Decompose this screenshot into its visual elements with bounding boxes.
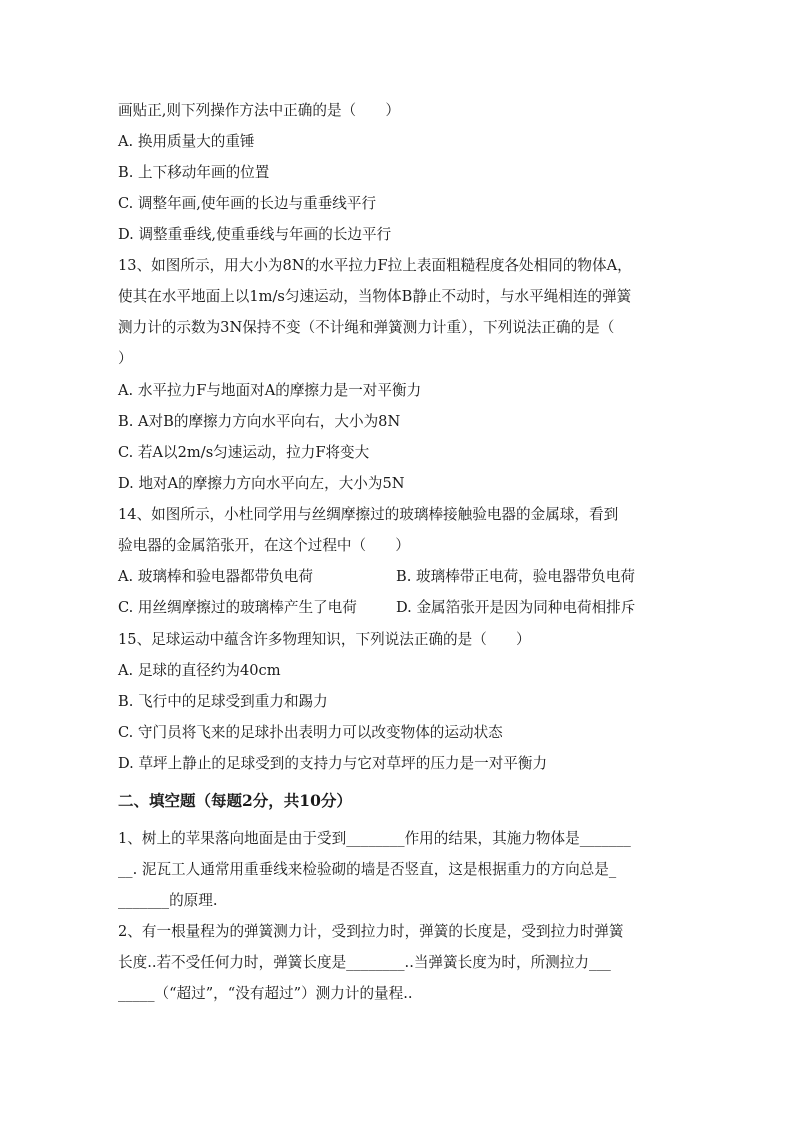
q12-option-b: B. 上下移动年画的位置 xyxy=(118,164,270,181)
section-2-heading: 二、填空题（每题2分，共10分） xyxy=(118,791,352,810)
q12-option-d: D. 调整重垂线,使重垂线与年画的长边平行 xyxy=(118,226,392,243)
q15-option-c: C. 守门员将飞来的足球扑出表明力可以改变物体的运动状态 xyxy=(118,724,503,741)
fill-1-line-2: __. 泥瓦工人通常用重垂线来检验砌的墙是否竖直，这是根据重力的方向总是_ xyxy=(118,861,617,878)
q12-stem-continuation: 画贴正,则下列操作方法中正确的是（ ） xyxy=(118,102,400,119)
q13-option-b: B. A对B的摩擦力方向水平向右，大小为8N xyxy=(118,413,401,430)
q13-option-c: C. 若A以2m/s匀速运动，拉力F将变大 xyxy=(118,444,370,461)
q14-option-c: C. 用丝绸摩擦过的玻璃棒产生了电荷 xyxy=(118,599,357,616)
q13-stem-line-2: 使其在水平地面上以1m/s匀速运动，当物体B静止不动时，与水平绳相连的弹簧 xyxy=(118,288,632,305)
fill-1-line-3: _______的原理. xyxy=(118,892,218,909)
q13-stem-line-4: ） xyxy=(118,350,133,367)
q14-option-a: A. 玻璃棒和验电器都带负电荷 xyxy=(118,568,313,585)
q15-option-d: D. 草坪上静止的足球受到的支持力与它对草坪的压力是一对平衡力 xyxy=(118,755,548,772)
q12-option-c: C. 调整年画,使年画的长边与重垂线平行 xyxy=(118,195,377,212)
q14-stem-line-1: 14、如图所示，小杜同学用与丝绸摩擦过的玻璃棒接触验电器的金属球，看到 xyxy=(118,506,619,523)
q13-option-d: D. 地对A的摩擦力方向水平向左，大小为5N xyxy=(118,475,405,492)
fill-2-line-2: 长度..若不受任何力时，弹簧长度是________..当弹簧长度为时，所测拉力___ xyxy=(118,954,611,971)
q14-option-b: B. 玻璃棒带正电荷，验电器带负电荷 xyxy=(396,568,635,585)
q15-stem: 15、足球运动中蕴含许多物理知识，下列说法正确的是（ ） xyxy=(118,631,531,648)
q14-stem-line-2: 验电器的金属箔张开，在这个过程中（ ） xyxy=(118,537,410,554)
q13-stem-line-1: 13、如图所示，用大小为8N的水平拉力F拉上表面粗糙程度各处相同的物体A， xyxy=(118,257,632,274)
q15-option-a: A. 足球的直径约为40cm xyxy=(118,662,281,679)
q13-option-a: A. 水平拉力F与地面对A的摩擦力是一对平衡力 xyxy=(118,382,422,399)
fill-1-line-1: 1、树上的苹果落向地面是由于受到________作用的结果，其施力物体是_______ xyxy=(118,830,631,847)
q13-stem-line-3: 测力计的示数为3N保持不变（不计绳和弹簧测力计重），下列说法正确的是（ xyxy=(118,319,615,336)
fill-2-line-3: _____（“超过”，“没有超过”）测力计的量程.. xyxy=(118,985,413,1002)
q12-option-a: A. 换用质量大的重锤 xyxy=(118,133,255,150)
fill-2-line-1: 2、有一根量程为的弹簧测力计，受到拉力时，弹簧的长度是，受到拉力时弹簧 xyxy=(118,923,624,940)
q14-option-d: D. 金属箔张开是因为同种电荷相排斥 xyxy=(396,599,636,616)
q15-option-b: B. 飞行中的足球受到重力和踢力 xyxy=(118,693,328,710)
